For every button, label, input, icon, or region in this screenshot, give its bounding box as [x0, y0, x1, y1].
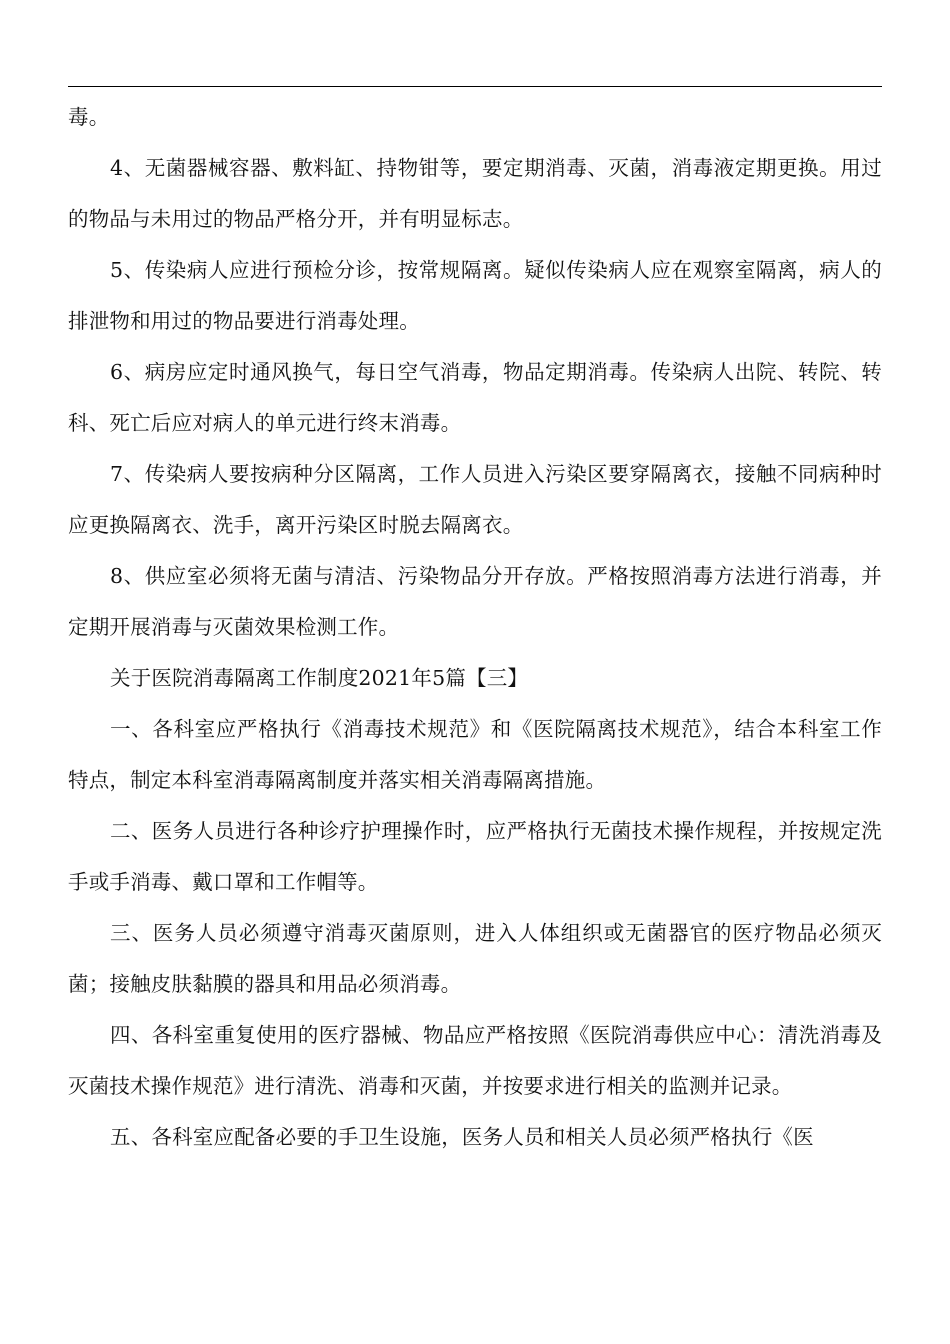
paragraph-continuation: 毒。 [68, 105, 110, 129]
paragraph-item-5: 5、传染病人应进行预检分诊，按常规隔离。疑似传染病人应在观察室隔离，病人的排泄物和用过的物品要进行消毒处理。 [68, 258, 882, 333]
paragraph-item-4: 4、无菌器械容器、敷料缸、持物钳等，要定期消毒、灭菌，消毒液定期更换。用过的物品与未用过的物品严格分开，并有明显标志。 [68, 156, 882, 231]
paragraph-item-four: 四、各科室重复使用的医疗器械、物品应严格按照《医院消毒供应中心：清洗消毒及灭菌技术操作规范》进行清洗、消毒和灭菌，并按要求进行相关的监测并记录。 [68, 1023, 882, 1098]
paragraph-item-7: 7、传染病人要按病种分区隔离，工作人员进入污染区要穿隔离衣，接触不同病种时应更换隔离衣、洗手，离开污染区时脱去隔离衣。 [68, 462, 882, 537]
paragraph-item-three: 三、医务人员必须遵守消毒灭菌原则，进入人体组织或无菌器官的医疗物品必须灭菌；接触皮肤黏膜的器具和用品必须消毒。 [68, 921, 882, 996]
paragraph-item-two: 二、医务人员进行各种诊疗护理操作时，应严格执行无菌技术操作规程，并按规定洗手或手消毒、戴口罩和工作帽等。 [68, 819, 882, 894]
paragraph-item-one: 一、各科室应严格执行《消毒技术规范》和《医院隔离技术规范》，结合本科室工作特点，制定本科室消毒隔离制度并落实相关消毒隔离措施。 [68, 717, 882, 792]
header-rule [68, 86, 882, 87]
document-body [68, 92, 882, 1163]
paragraph-item-8: 8、供应室必须将无菌与清洁、污染物品分开存放。严格按照消毒方法进行消毒，并定期开展消毒与灭菌效果检测工作。 [68, 564, 882, 639]
paragraph-item-6: 6、病房应定时通风换气，每日空气消毒，物品定期消毒。传染病人出院、转院、转科、死亡后应对病人的单元进行终末消毒。 [68, 360, 882, 435]
section-heading: 关于医院消毒隔离工作制度2021年5篇【三】 [110, 666, 529, 690]
paragraph-item-five: 五、各科室应配备必要的手卫生设施，医务人员和相关人员必须严格执行《医 [110, 1125, 814, 1149]
